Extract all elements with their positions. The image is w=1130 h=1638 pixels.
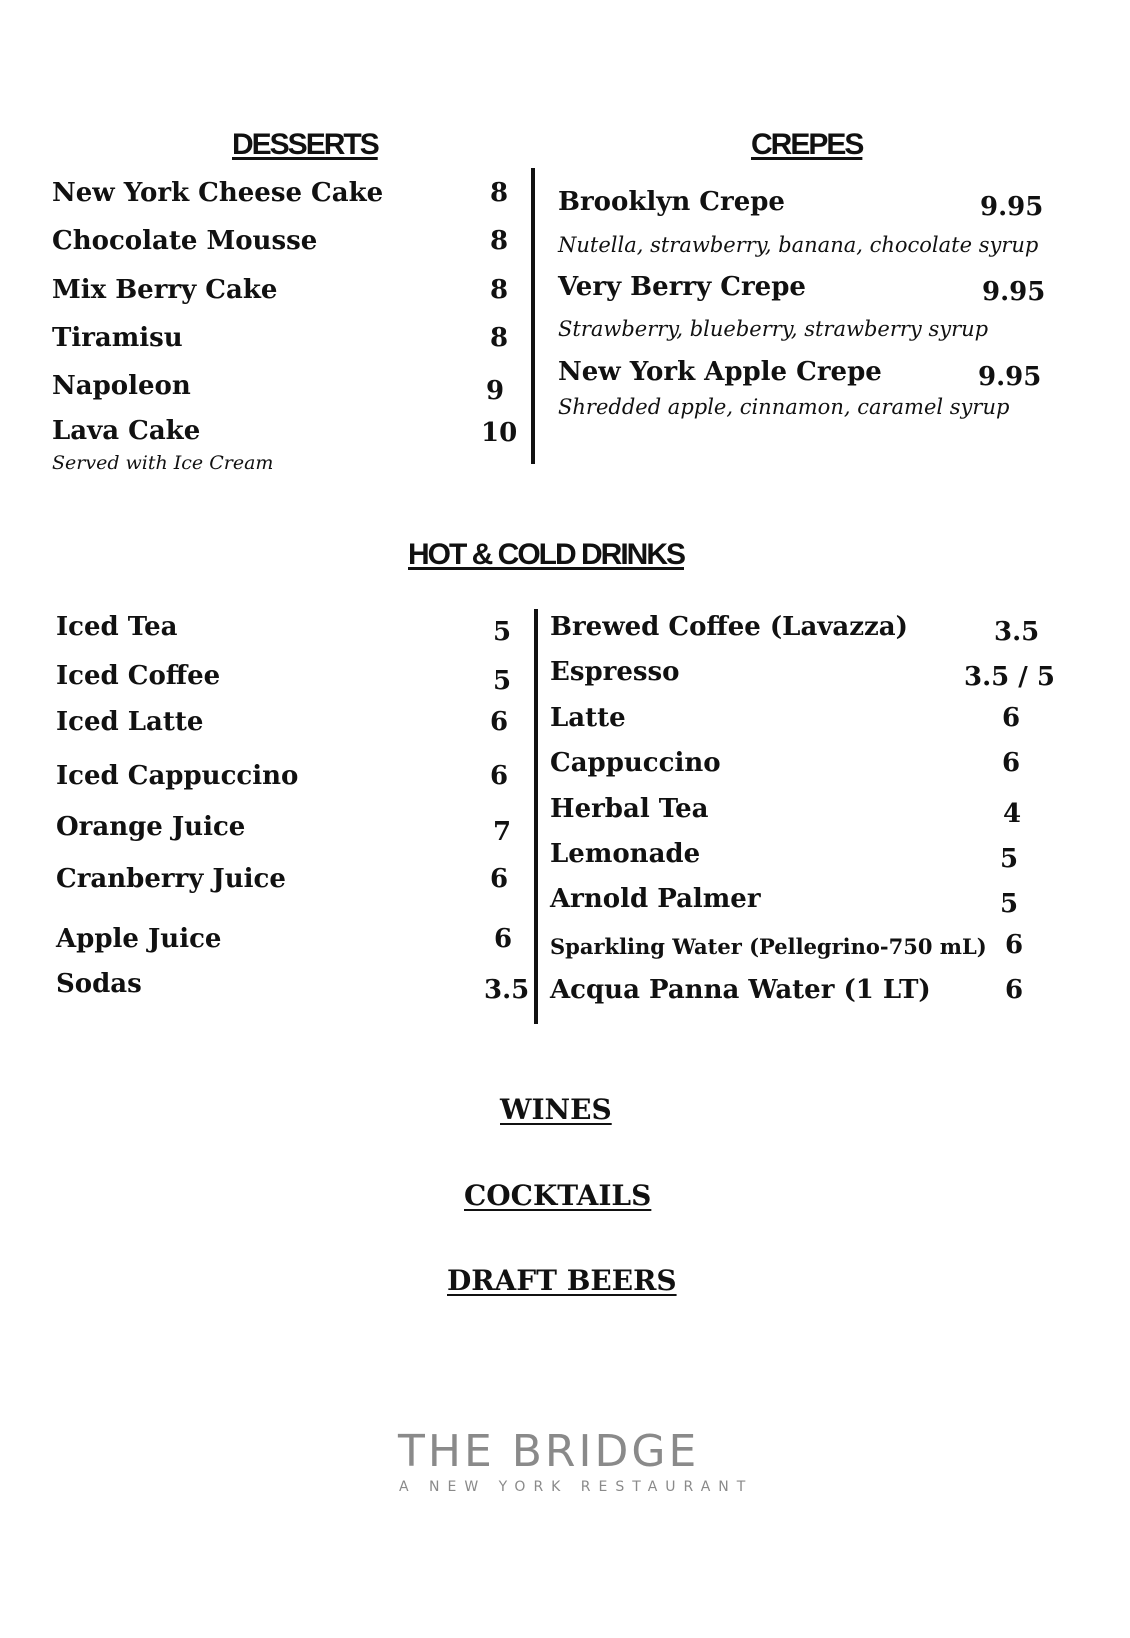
cold-drink-name: Orange Juice <box>56 812 246 842</box>
cold-drink-price: 7 <box>493 817 512 847</box>
crepe-item-name: Very Berry Crepe <box>558 272 806 302</box>
hot-drink-price: 3.5 <box>994 617 1040 647</box>
dessert-item-name: Napoleon <box>52 371 191 401</box>
dessert-item-price: 8 <box>490 226 509 256</box>
cold-drink-name: Iced Coffee <box>56 661 221 691</box>
crepe-item-price: 9.95 <box>980 192 1044 222</box>
crepe-item-desc: Strawberry, blueberry, strawberry syrup <box>558 317 989 341</box>
drinks-heading: HOT & COLD DRINKS <box>408 538 684 571</box>
hot-drink-name: Espresso <box>550 657 680 687</box>
hot-drink-price: 6 <box>1005 930 1024 960</box>
cold-drink-price: 6 <box>490 707 509 737</box>
cocktails-heading: COCKTAILS <box>464 1179 652 1212</box>
hot-drink-price: 6 <box>1002 703 1021 733</box>
cold-drink-name: Sodas <box>56 969 142 999</box>
hot-drink-price: 6 <box>1005 975 1024 1005</box>
hot-drink-price: 5 <box>1000 844 1019 874</box>
cold-drink-price: 3.5 <box>484 975 530 1005</box>
cold-drink-name: Cranberry Juice <box>56 864 286 894</box>
dessert-item-price: 10 <box>481 418 518 448</box>
crepe-item-name: New York Apple Crepe <box>558 357 882 387</box>
cold-drink-price: 5 <box>493 666 512 696</box>
hot-drink-price: 3.5 / 5 <box>964 662 1055 692</box>
cold-drink-name: Apple Juice <box>56 924 222 954</box>
dessert-item-price: 8 <box>490 275 509 305</box>
cold-drink-name: Iced Cappuccino <box>56 761 299 791</box>
dessert-item-name: Mix Berry Cake <box>52 275 278 305</box>
draft-beers-heading: DRAFT BEERS <box>447 1264 677 1297</box>
column-divider <box>531 168 535 464</box>
cold-drink-price: 5 <box>493 617 512 647</box>
dessert-item-price: 8 <box>490 178 509 208</box>
crepe-item-desc: Shredded apple, cinnamon, caramel syrup <box>558 395 1010 419</box>
hot-drink-price: 6 <box>1002 748 1021 778</box>
hot-drink-price: 4 <box>1003 799 1022 829</box>
dessert-item-name: Tiramisu <box>52 323 183 353</box>
crepe-item-name: Brooklyn Crepe <box>558 187 785 217</box>
hot-drink-name: Cappuccino <box>550 748 721 778</box>
hot-drink-price: 5 <box>1000 889 1019 919</box>
hot-drink-name: Sparkling Water (Pellegrino-750 mL) <box>550 934 987 959</box>
hot-drink-name: Latte <box>550 703 626 733</box>
dessert-item-price: 9 <box>486 376 505 406</box>
dessert-item-name: New York Cheese Cake <box>52 178 384 208</box>
hot-drink-name: Acqua Panna Water (1 LT) <box>550 975 931 1005</box>
cold-drink-name: Iced Latte <box>56 707 204 737</box>
crepes-heading: CREPES <box>751 128 863 161</box>
hot-drink-name: Herbal Tea <box>550 794 709 824</box>
cold-drink-price: 6 <box>490 761 509 791</box>
crepe-item-price: 9.95 <box>978 362 1042 392</box>
hot-drink-name: Lemonade <box>550 839 701 869</box>
crepe-item-desc: Nutella, strawberry, banana, chocolate syrup <box>558 233 1039 257</box>
wines-heading: WINES <box>500 1093 612 1126</box>
logo-subtitle: A NEW YORK RESTAURANT <box>399 1479 754 1495</box>
cold-drink-price: 6 <box>490 864 509 894</box>
crepe-item-price: 9.95 <box>982 277 1046 307</box>
hot-drink-name: Brewed Coffee (Lavazza) <box>550 612 908 642</box>
dessert-item-note: Served with Ice Cream <box>52 452 274 474</box>
dessert-item-name: Lava Cake <box>52 416 201 446</box>
hot-drink-name: Arnold Palmer <box>550 884 761 914</box>
logo-title: THE BRIDGE <box>398 1426 700 1477</box>
column-divider <box>534 609 538 1024</box>
dessert-item-price: 8 <box>490 323 509 353</box>
dessert-item-name: Chocolate Mousse <box>52 226 318 256</box>
cold-drink-name: Iced Tea <box>56 612 178 642</box>
desserts-heading: DESSERTS <box>232 128 378 161</box>
cold-drink-price: 6 <box>494 924 513 954</box>
